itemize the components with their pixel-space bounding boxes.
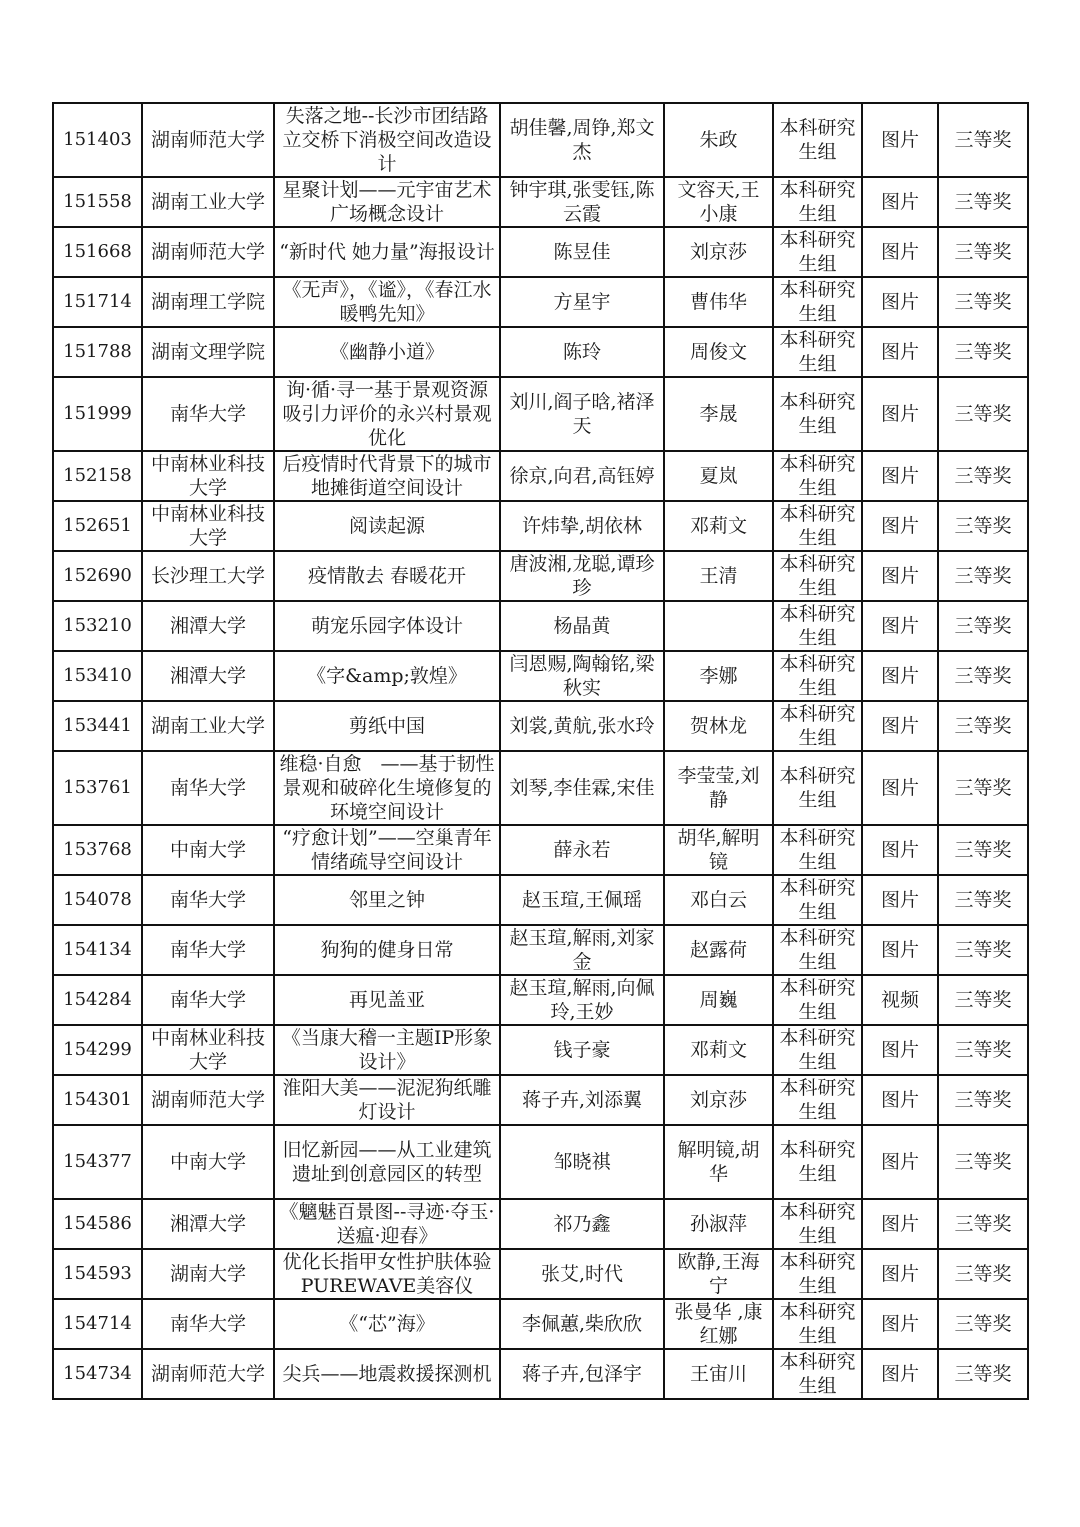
group-cell: 本科研究生组	[773, 177, 862, 227]
authors-cell: 刘川,阎子晗,褚泽天	[500, 377, 664, 451]
group-cell: 本科研究生组	[773, 601, 862, 651]
award-cell: 三等奖	[938, 451, 1028, 501]
awards-table	[52, 102, 1029, 1400]
advisor-cell: 刘京莎	[664, 1075, 773, 1125]
authors-cell: 蒋子卉,刘添翼	[500, 1075, 664, 1125]
group-cell: 本科研究生组	[773, 925, 862, 975]
table-row	[53, 501, 1028, 551]
advisor-cell: 文容天,王小康	[664, 177, 773, 227]
title-cell: 《字&amp;敦煌》	[274, 651, 500, 701]
group-cell: 本科研究生组	[773, 327, 862, 377]
format-cell: 图片	[862, 227, 938, 277]
id-cell: 151668	[53, 227, 142, 277]
award-cell: 三等奖	[938, 1349, 1028, 1399]
format-cell: 图片	[862, 825, 938, 875]
table-row	[53, 1199, 1028, 1249]
id-cell: 154377	[53, 1125, 142, 1199]
format-cell: 图片	[862, 751, 938, 825]
advisor-cell: 邓莉文	[664, 1025, 773, 1075]
format-cell: 图片	[862, 551, 938, 601]
title-cell: “疗愈计划”——空巢青年情绪疏导空间设计	[274, 825, 500, 875]
award-cell: 三等奖	[938, 875, 1028, 925]
format-cell: 图片	[862, 601, 938, 651]
school-cell: 中南林业科技大学	[142, 1025, 274, 1075]
id-cell: 154078	[53, 875, 142, 925]
advisor-cell: 王清	[664, 551, 773, 601]
table-row	[53, 975, 1028, 1025]
award-cell: 三等奖	[938, 551, 1028, 601]
advisor-cell: 刘京莎	[664, 227, 773, 277]
id-cell: 153410	[53, 651, 142, 701]
title-cell: 阅读起源	[274, 501, 500, 551]
school-cell: 湖南大学	[142, 1249, 274, 1299]
advisor-cell: 李娜	[664, 651, 773, 701]
authors-cell: 徐京,向君,高钰婷	[500, 451, 664, 501]
table-row	[53, 551, 1028, 601]
group-cell: 本科研究生组	[773, 651, 862, 701]
id-cell: 151714	[53, 277, 142, 327]
id-cell: 151999	[53, 377, 142, 451]
advisor-cell: 周俊文	[664, 327, 773, 377]
group-cell: 本科研究生组	[773, 875, 862, 925]
group-cell: 本科研究生组	[773, 1125, 862, 1199]
award-cell: 三等奖	[938, 1299, 1028, 1349]
title-cell: 淮阳大美——泥泥狗纸雕灯设计	[274, 1075, 500, 1125]
advisor-cell: 王宙川	[664, 1349, 773, 1399]
group-cell: 本科研究生组	[773, 751, 862, 825]
table-row	[53, 825, 1028, 875]
id-cell: 151558	[53, 177, 142, 227]
advisor-cell: 朱政	[664, 103, 773, 177]
title-cell: 旧忆新园——从工业建筑遗址到创意园区的转型	[274, 1125, 500, 1199]
advisor-cell: 周巍	[664, 975, 773, 1025]
id-cell: 154299	[53, 1025, 142, 1075]
table-row	[53, 177, 1028, 227]
award-cell: 三等奖	[938, 1199, 1028, 1249]
format-cell: 图片	[862, 925, 938, 975]
id-cell: 152158	[53, 451, 142, 501]
table-row	[53, 1025, 1028, 1075]
school-cell: 湘潭大学	[142, 651, 274, 701]
group-cell: 本科研究生组	[773, 501, 862, 551]
group-cell: 本科研究生组	[773, 975, 862, 1025]
id-cell: 154284	[53, 975, 142, 1025]
format-cell: 视频	[862, 975, 938, 1025]
id-cell: 153761	[53, 751, 142, 825]
table-row	[53, 651, 1028, 701]
id-cell: 152690	[53, 551, 142, 601]
authors-cell: 李佩蕙,柴欣欣	[500, 1299, 664, 1349]
table-row	[53, 1299, 1028, 1349]
title-cell: 后疫情时代背景下的城市地摊街道空间设计	[274, 451, 500, 501]
format-cell: 图片	[862, 1075, 938, 1125]
group-cell: 本科研究生组	[773, 377, 862, 451]
authors-cell: 方星宇	[500, 277, 664, 327]
school-cell: 湖南师范大学	[142, 1075, 274, 1125]
format-cell: 图片	[862, 451, 938, 501]
table-row	[53, 1075, 1028, 1125]
title-cell: 维稳·自愈 ——基于韧性景观和破碎化生境修复的环境空间设计	[274, 751, 500, 825]
authors-cell: 邹晓祺	[500, 1125, 664, 1199]
format-cell: 图片	[862, 1249, 938, 1299]
advisor-cell: 曹伟华	[664, 277, 773, 327]
award-cell: 三等奖	[938, 1075, 1028, 1125]
school-cell: 中南大学	[142, 825, 274, 875]
table-row	[53, 327, 1028, 377]
authors-cell: 胡佳馨,周铮,郑文杰	[500, 103, 664, 177]
advisor-cell: 邓莉文	[664, 501, 773, 551]
id-cell: 154301	[53, 1075, 142, 1125]
authors-cell: 许炜挚,胡依林	[500, 501, 664, 551]
group-cell: 本科研究生组	[773, 1299, 862, 1349]
title-cell: 狗狗的健身日常	[274, 925, 500, 975]
id-cell: 154586	[53, 1199, 142, 1249]
school-cell: 南华大学	[142, 377, 274, 451]
school-cell: 中南林业科技大学	[142, 501, 274, 551]
title-cell: 萌宠乐园字体设计	[274, 601, 500, 651]
award-cell: 三等奖	[938, 651, 1028, 701]
award-cell: 三等奖	[938, 751, 1028, 825]
group-cell: 本科研究生组	[773, 451, 862, 501]
id-cell: 154714	[53, 1299, 142, 1349]
award-cell: 三等奖	[938, 701, 1028, 751]
group-cell: 本科研究生组	[773, 825, 862, 875]
awards-table-body	[53, 103, 1028, 1399]
table-row	[53, 227, 1028, 277]
table-row	[53, 377, 1028, 451]
award-cell: 三等奖	[938, 227, 1028, 277]
authors-cell: 闫恩赐,陶翰铭,梁秋实	[500, 651, 664, 701]
advisor-cell: 胡华,解明镜	[664, 825, 773, 875]
award-cell: 三等奖	[938, 1025, 1028, 1075]
authors-cell: 薛永若	[500, 825, 664, 875]
authors-cell: 唐波湘,龙聪,谭珍珍	[500, 551, 664, 601]
award-cell: 三等奖	[938, 177, 1028, 227]
school-cell: 南华大学	[142, 1299, 274, 1349]
authors-cell: 赵玉瑄,解雨,刘家金	[500, 925, 664, 975]
school-cell: 湖南师范大学	[142, 1349, 274, 1399]
group-cell: 本科研究生组	[773, 551, 862, 601]
title-cell: 邻里之钟	[274, 875, 500, 925]
advisor-cell: 邓白云	[664, 875, 773, 925]
school-cell: 湖南文理学院	[142, 327, 274, 377]
group-cell: 本科研究生组	[773, 1199, 862, 1249]
title-cell: 询·循·寻一基于景观资源吸引力评价的永兴村景观优化	[274, 377, 500, 451]
id-cell: 153441	[53, 701, 142, 751]
group-cell: 本科研究生组	[773, 1075, 862, 1125]
id-cell: 154134	[53, 925, 142, 975]
id-cell: 154734	[53, 1349, 142, 1399]
school-cell: 湘潭大学	[142, 601, 274, 651]
award-cell: 三等奖	[938, 327, 1028, 377]
id-cell: 151403	[53, 103, 142, 177]
authors-cell: 杨晶黄	[500, 601, 664, 651]
title-cell: 《魑魅百景图--寻迹·夺玉·送瘟·迎春》	[274, 1199, 500, 1249]
title-cell: 失落之地--长沙市团结路立交桥下消极空间改造设计	[274, 103, 500, 177]
school-cell: 南华大学	[142, 925, 274, 975]
title-cell: 疫情散去 春暖花开	[274, 551, 500, 601]
school-cell: 湖南工业大学	[142, 177, 274, 227]
school-cell: 南华大学	[142, 975, 274, 1025]
group-cell: 本科研究生组	[773, 103, 862, 177]
authors-cell: 赵玉瑄,解雨,向佩玲,王妙	[500, 975, 664, 1025]
table-row	[53, 925, 1028, 975]
award-cell: 三等奖	[938, 377, 1028, 451]
school-cell: 湖南理工学院	[142, 277, 274, 327]
advisor-cell: 赵露荷	[664, 925, 773, 975]
title-cell: “新时代 她力量”海报设计	[274, 227, 500, 277]
award-cell: 三等奖	[938, 1249, 1028, 1299]
award-cell: 三等奖	[938, 601, 1028, 651]
advisor-cell: 李晟	[664, 377, 773, 451]
advisor-cell: 解明镜,胡华	[664, 1125, 773, 1199]
authors-cell: 祁乃鑫	[500, 1199, 664, 1249]
school-cell: 湖南工业大学	[142, 701, 274, 751]
authors-cell: 刘琴,李佳霖,宋佳	[500, 751, 664, 825]
title-cell: 优化长指甲女性护肤体验 PUREWAVE美容仪	[274, 1249, 500, 1299]
table-row	[53, 277, 1028, 327]
group-cell: 本科研究生组	[773, 1349, 862, 1399]
school-cell: 南华大学	[142, 751, 274, 825]
authors-cell: 刘裳,黄航,张水玲	[500, 701, 664, 751]
school-cell: 中南大学	[142, 1125, 274, 1199]
advisor-cell: 张曼华 ,康红娜	[664, 1299, 773, 1349]
advisor-cell: 贺林龙	[664, 701, 773, 751]
award-cell: 三等奖	[938, 825, 1028, 875]
group-cell: 本科研究生组	[773, 227, 862, 277]
format-cell: 图片	[862, 103, 938, 177]
table-row	[53, 701, 1028, 751]
title-cell: 《无声》，《谧》，《春江水暖鸭先知》	[274, 277, 500, 327]
school-cell: 湖南师范大学	[142, 103, 274, 177]
id-cell: 151788	[53, 327, 142, 377]
table-row	[53, 601, 1028, 651]
table-row	[53, 451, 1028, 501]
format-cell: 图片	[862, 701, 938, 751]
authors-cell: 赵玉瑄,王佩瑶	[500, 875, 664, 925]
award-cell: 三等奖	[938, 501, 1028, 551]
school-cell: 南华大学	[142, 875, 274, 925]
title-cell: 《“芯”海》	[274, 1299, 500, 1349]
group-cell: 本科研究生组	[773, 1025, 862, 1075]
award-cell: 三等奖	[938, 1125, 1028, 1199]
school-cell: 长沙理工大学	[142, 551, 274, 601]
id-cell: 153768	[53, 825, 142, 875]
format-cell: 图片	[862, 651, 938, 701]
advisor-cell: 李莹莹,刘静	[664, 751, 773, 825]
authors-cell: 钱子豪	[500, 1025, 664, 1075]
format-cell: 图片	[862, 327, 938, 377]
advisor-cell: 欧静,王海宁	[664, 1249, 773, 1299]
title-cell: 剪纸中国	[274, 701, 500, 751]
table-row	[53, 875, 1028, 925]
id-cell: 154593	[53, 1249, 142, 1299]
award-cell: 三等奖	[938, 103, 1028, 177]
group-cell: 本科研究生组	[773, 701, 862, 751]
id-cell: 152651	[53, 501, 142, 551]
title-cell: 再见盖亚	[274, 975, 500, 1025]
advisor-cell: 夏岚	[664, 451, 773, 501]
advisor-cell	[664, 601, 773, 651]
format-cell: 图片	[862, 1299, 938, 1349]
award-cell: 三等奖	[938, 277, 1028, 327]
format-cell: 图片	[862, 177, 938, 227]
authors-cell: 陈昱佳	[500, 227, 664, 277]
advisor-cell: 孙淑萍	[664, 1199, 773, 1249]
format-cell: 图片	[862, 501, 938, 551]
award-cell: 三等奖	[938, 925, 1028, 975]
format-cell: 图片	[862, 1199, 938, 1249]
award-cell: 三等奖	[938, 975, 1028, 1025]
format-cell: 图片	[862, 377, 938, 451]
title-cell: 尖兵——地震救援探测机	[274, 1349, 500, 1399]
table-row	[53, 1249, 1028, 1299]
table-row	[53, 1349, 1028, 1399]
format-cell: 图片	[862, 1125, 938, 1199]
table-row	[53, 751, 1028, 825]
table-row	[53, 1125, 1028, 1199]
format-cell: 图片	[862, 1025, 938, 1075]
format-cell: 图片	[862, 875, 938, 925]
authors-cell: 钟宇琪,张雯钰,陈云霞	[500, 177, 664, 227]
table-row	[53, 103, 1028, 177]
group-cell: 本科研究生组	[773, 1249, 862, 1299]
title-cell: 《当康大稽一主题IP形象设计》	[274, 1025, 500, 1075]
format-cell: 图片	[862, 277, 938, 327]
school-cell: 湖南师范大学	[142, 227, 274, 277]
format-cell: 图片	[862, 1349, 938, 1399]
school-cell: 湘潭大学	[142, 1199, 274, 1249]
title-cell: 《幽静小道》	[274, 327, 500, 377]
title-cell: 星聚计划——元宇宙艺术广场概念设计	[274, 177, 500, 227]
authors-cell: 蒋子卉,包泽宇	[500, 1349, 664, 1399]
school-cell: 中南林业科技大学	[142, 451, 274, 501]
group-cell: 本科研究生组	[773, 277, 862, 327]
authors-cell: 陈玲	[500, 327, 664, 377]
id-cell: 153210	[53, 601, 142, 651]
authors-cell: 张艾,时代	[500, 1249, 664, 1299]
